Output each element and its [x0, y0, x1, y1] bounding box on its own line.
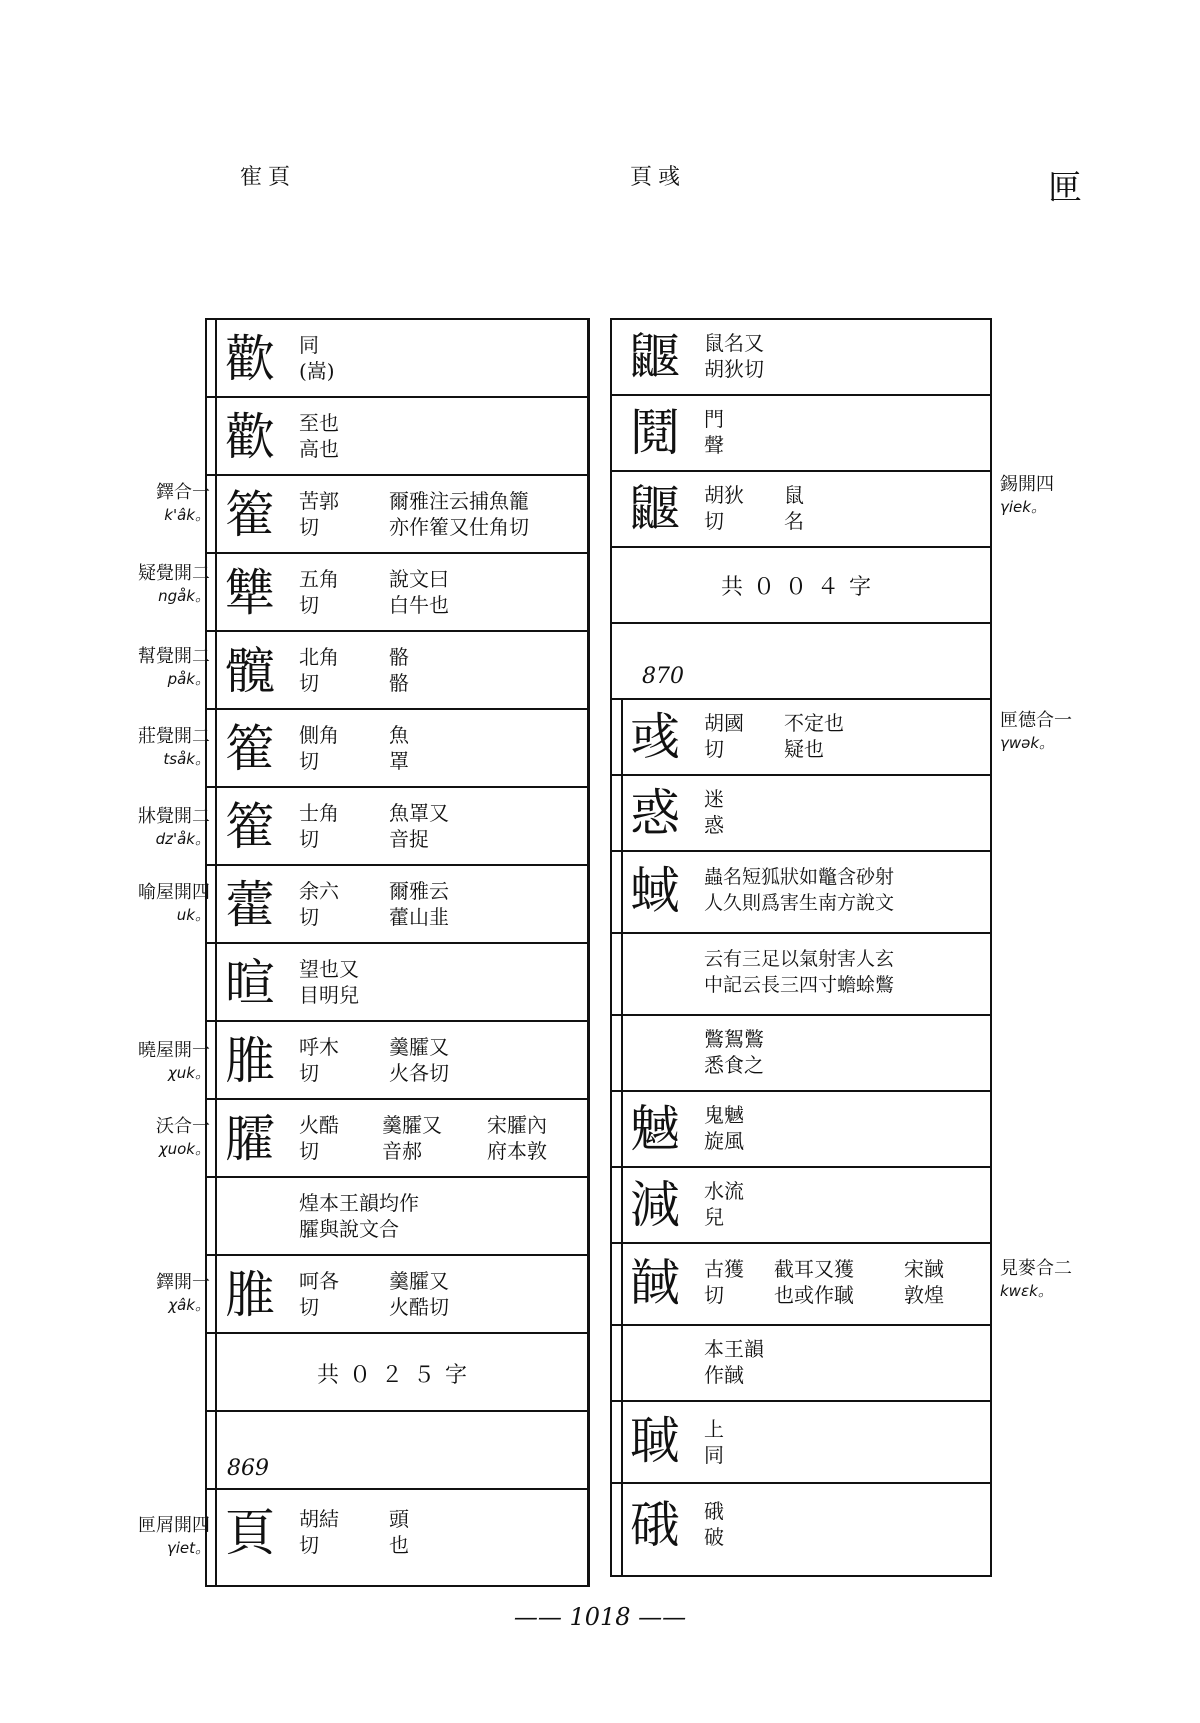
entry-gloss: 余六 切: [299, 879, 339, 929]
phonetic-annotation: 錫開四 γiek。: [1000, 474, 1054, 516]
entry-gloss: 上 同: [704, 1417, 724, 1467]
entry-gloss: 五角 切: [299, 567, 339, 617]
entry-gloss: 呵各 切: [299, 1269, 339, 1319]
entry-gloss: 硪 破: [704, 1499, 724, 1549]
entry-gloss: 鼠名又 胡狄切: [704, 331, 764, 381]
entry-char: 篧: [225, 798, 275, 856]
phonetic-annotation: 喻屋開四 uk。: [138, 882, 210, 924]
entry-gloss: 本王韻 作馘: [704, 1337, 764, 1387]
entry-gloss-secondary: 羹臛又 音郝: [382, 1113, 442, 1163]
entry-gloss-secondary: 羹臛又 火各切: [389, 1035, 449, 1085]
dict-row: [612, 700, 990, 776]
dict-row: [612, 472, 990, 548]
dict-row: [612, 776, 990, 852]
entry-char: 鼴: [630, 480, 680, 538]
dict-row: [612, 1244, 990, 1326]
entry-gloss: 胡結 切: [299, 1507, 339, 1557]
source-page-number: 870: [642, 664, 684, 689]
entry-char: 魊: [630, 1100, 680, 1158]
entry-gloss-secondary: 魚 罩: [389, 723, 409, 773]
total-row: [612, 548, 990, 624]
entry-gloss-secondary: 爾雅注云捕魚籠 亦作篧又仕角切: [389, 489, 529, 539]
dict-row: [612, 1326, 990, 1402]
entry-gloss: 側角 切: [299, 723, 339, 773]
dict-row: [612, 934, 990, 1016]
dict-row: [612, 1168, 990, 1244]
dict-row: [207, 320, 587, 398]
dict-row: [612, 1484, 990, 1572]
phonetic-annotation: 曉屋開一 χuk。: [138, 1040, 210, 1082]
entry-gloss: 至也 高也: [299, 411, 339, 461]
phonetic-annotation: 鐸合一 k'âk。: [156, 482, 210, 524]
entry-char: 蜮: [630, 862, 680, 920]
entry-gloss: 胡國 切: [704, 711, 744, 761]
dict-row: [207, 866, 587, 944]
total-row: [207, 1334, 587, 1412]
entry-gloss: 呼木 切: [299, 1035, 339, 1085]
phonetic-annotation: 牀覺開二 dz'åk。: [138, 806, 210, 848]
dict-row: [207, 398, 587, 476]
entry-char: 歡: [225, 408, 275, 466]
entry-char: 歡: [225, 330, 275, 388]
header-left: 寉頁: [240, 165, 297, 190]
entry-char: 鼴: [630, 328, 680, 386]
entry-gloss: 望也又 目明兒: [299, 957, 359, 1007]
phonetic-annotation: 沃合一 χuok。: [156, 1116, 210, 1158]
entry-gloss: 火酷 切: [299, 1113, 339, 1163]
source-page-number: 869: [227, 1456, 269, 1481]
dict-row: [207, 1100, 587, 1178]
dict-row: [612, 852, 990, 934]
phonetic-annotation: 匣屑開四 γiet。: [138, 1515, 210, 1557]
page-footer: —— 1018 ——: [513, 1603, 687, 1631]
entry-gloss-secondary: 不定也 疑也: [784, 711, 844, 761]
page-number-row: [207, 1412, 587, 1490]
entry-gloss: 胡狄 切: [704, 483, 744, 533]
entry-gloss-secondary: 魚罩又 音捉: [389, 801, 449, 851]
dict-row: [207, 554, 587, 632]
entry-gloss: 迷 惑: [704, 787, 724, 837]
dict-row: [207, 632, 587, 710]
dict-row: [207, 1178, 587, 1256]
dict-row: [207, 788, 587, 866]
entry-char: 減: [630, 1176, 680, 1234]
entry-gloss: 門 聲: [704, 407, 724, 457]
entry-char: 藿: [225, 876, 275, 934]
entry-char: 硪: [630, 1496, 680, 1554]
dict-row: [207, 944, 587, 1022]
phonetic-annotation: 見麥合二 kwɛk。: [1000, 1258, 1072, 1300]
entry-char: 篧: [225, 486, 275, 544]
entry-gloss: 云有三足以氣射害人玄 中記云長三四寸蟾蜍鷩: [704, 948, 895, 996]
entry-char: 暄: [225, 954, 275, 1012]
entry-gloss-secondary: 說文曰 白牛也: [389, 567, 449, 617]
entry-gloss: 士角 切: [299, 801, 339, 851]
dict-row: [207, 476, 587, 554]
phonetic-annotation: 匣德合一 γwək。: [1000, 710, 1072, 752]
entry-gloss: 煌本王韻均作 臛與說文合: [299, 1191, 419, 1241]
entry-char: 篧: [225, 720, 275, 778]
dict-row: [612, 1092, 990, 1168]
entry-char: 脽: [225, 1266, 275, 1324]
entry-gloss: 苦郭 切: [299, 489, 339, 539]
entry-gloss-tertiary: 宋馘 敦煌: [904, 1257, 944, 1307]
entry-gloss-secondary: 爾雅云 藿山韭: [389, 879, 449, 929]
phonetic-annotation: 幫覺開二 påk。: [138, 646, 210, 688]
entry-gloss-tertiary: 宋臛內 府本敦: [487, 1113, 547, 1163]
header-right: 匣: [1048, 168, 1082, 208]
entry-gloss-secondary: 骼 骼: [389, 645, 409, 695]
entry-char: 犨: [225, 564, 275, 622]
phonetic-annotation: 鐸開一 χâk。: [156, 1272, 210, 1314]
character-total: 共０２５字: [316, 1363, 477, 1388]
entry-gloss-secondary: 羹臛又 火酷切: [389, 1269, 449, 1319]
entry-char: 鬩: [630, 404, 680, 462]
entry-gloss: 北角 切: [299, 645, 339, 695]
entry-char: 頁: [225, 1504, 275, 1562]
entry-gloss-secondary: 截耳又獲 也或作聝: [774, 1257, 854, 1307]
dict-row: [612, 1016, 990, 1092]
entry-gloss: 鬼魊 旋風: [704, 1103, 744, 1153]
dict-row: [207, 710, 587, 788]
entry-gloss-secondary: 鼠 名: [784, 483, 804, 533]
entry-char: 馘: [630, 1254, 680, 1312]
page-number-row: [612, 624, 990, 700]
entry-gloss: 鷩鴽鷩 悉食之: [704, 1027, 764, 1077]
entry-gloss: 古獲 切: [704, 1257, 744, 1307]
entry-gloss: 水流 兒: [704, 1179, 744, 1229]
phonetic-annotation: 疑覺開二 ngåk。: [138, 563, 210, 605]
entry-gloss-secondary: 頭 也: [389, 1507, 409, 1557]
entry-gloss: 同 (嵩): [299, 333, 335, 383]
header-middle: 頁彧: [630, 165, 687, 190]
dict-row: [612, 1402, 990, 1484]
entry-char: 聝: [630, 1412, 680, 1470]
entry-char: 臛: [225, 1110, 275, 1168]
dict-row: [207, 1022, 587, 1100]
right-column: [610, 318, 992, 1577]
dict-row: [612, 320, 990, 396]
entry-gloss: 蟲名短狐狀如鼈含砂射 人久則爲害生南方說文: [704, 866, 895, 914]
entry-char: 彧: [630, 708, 680, 766]
dict-row: [612, 396, 990, 472]
left-column: [205, 318, 590, 1587]
entry-char: 惑: [630, 784, 680, 842]
entry-char: 髖: [225, 642, 275, 700]
entry-char: 脽: [225, 1032, 275, 1090]
character-total: 共００４字: [720, 575, 881, 600]
dict-row: [207, 1256, 587, 1334]
phonetic-annotation: 莊覺開二 tsåk。: [138, 726, 210, 768]
dict-row: [207, 1490, 587, 1582]
